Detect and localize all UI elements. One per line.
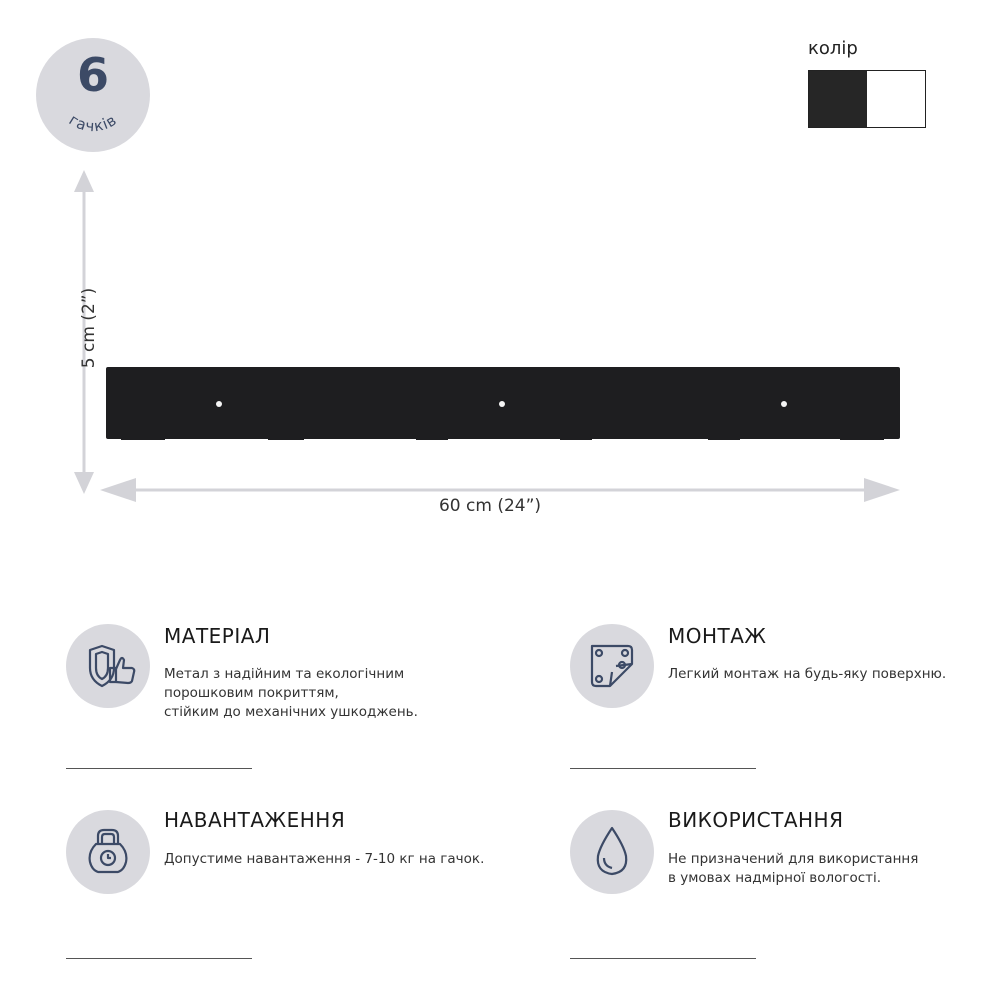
feature-title-material: МАТЕРІАЛ (164, 624, 271, 648)
feature-text-usage: Не призначений для використання в умовах надмірної вологості. (668, 851, 919, 886)
feature-text-material: Метал з надійним та екологічним порошковим покриттям, стійким до механічних ушкоджень. (164, 666, 418, 720)
feature-title-mounting: МОНТАЖ (668, 624, 767, 648)
feature-title-usage: ВИКОРИСТАННЯ (668, 808, 844, 832)
hook (268, 410, 304, 440)
divider (66, 768, 252, 769)
screw-hole (499, 401, 505, 407)
hook (121, 410, 165, 440)
kettlebell-icon (66, 810, 150, 894)
divider (570, 958, 756, 959)
divider (570, 768, 756, 769)
height-dimension: 5 cm (2”) (79, 287, 99, 369)
shield-thumbs-up-icon (66, 624, 150, 708)
mounting-plate-icon (570, 624, 654, 708)
hook (560, 410, 592, 440)
svg-text:гачків: гачків (65, 110, 121, 136)
screw-hole (781, 401, 787, 407)
screw-hole (216, 401, 222, 407)
width-dimension: 60 cm (24”) (438, 496, 542, 516)
hooks-count-number: 6 (76, 48, 109, 102)
hook-rail (106, 367, 900, 440)
hook (840, 410, 884, 440)
divider (66, 958, 252, 959)
color-label: колір (808, 38, 858, 59)
feature-title-load: НАВАНТАЖЕННЯ (164, 808, 346, 832)
water-drop-icon (570, 810, 654, 894)
hook (708, 410, 740, 440)
feature-text-mounting: Легкий монтаж на будь-яку поверхню. (668, 666, 947, 682)
feature-text-load: Допустиме навантаження - 7-10 кг на гачок. (164, 851, 485, 867)
hook (416, 410, 448, 440)
